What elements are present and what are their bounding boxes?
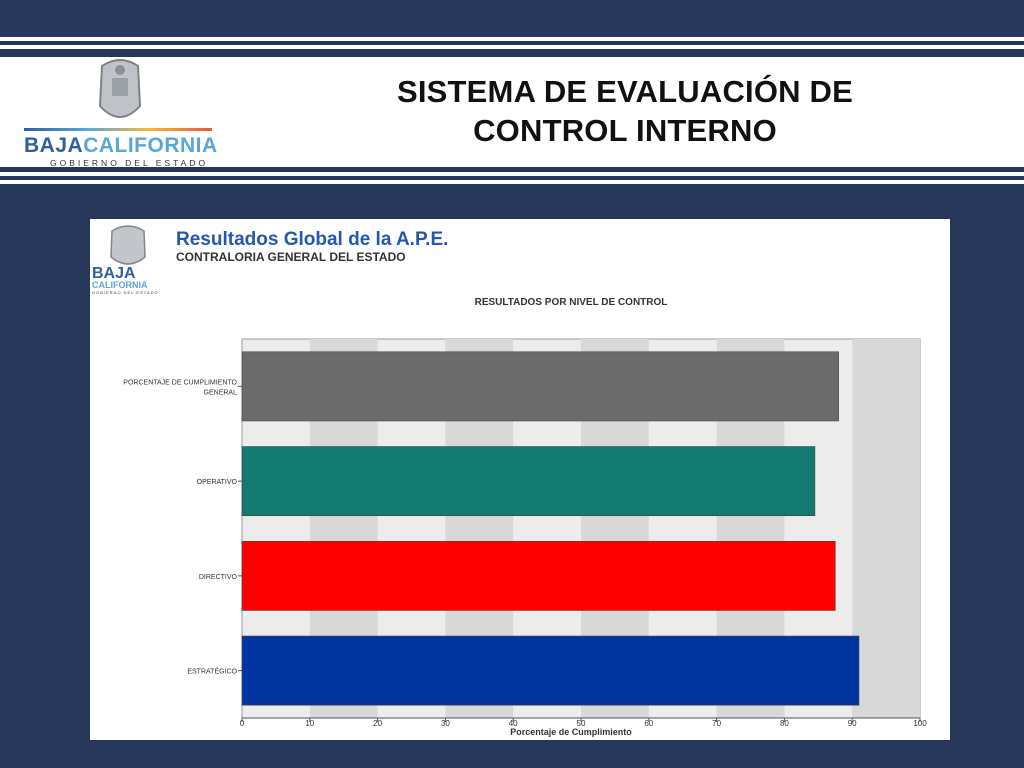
panel-logo-word2: CALIFORNIA [92,280,148,290]
panel-logo-word: BAJA [92,265,136,282]
header-stripe [0,180,1024,184]
category-label: PORCENTAJE DE CUMPLIMIENTO [123,379,237,387]
category-label: DIRECTIVO [198,573,237,581]
bar [242,352,839,421]
x-tick-label: 50 [576,719,586,728]
x-tick-label: 30 [440,719,450,728]
chart-panel [90,219,950,740]
x-tick-label: 0 [239,719,245,728]
header-stripe [0,37,1024,41]
x-axis-label: Porcentaje de Cumplimiento [510,727,632,737]
grid-band [852,339,920,718]
bar [242,447,815,516]
bar-chart [90,219,950,740]
x-tick-label: 10 [305,719,315,728]
page-title-line1: SISTEMA DE EVALUACIÓN DE [396,74,854,109]
page-title [300,72,950,150]
x-tick-label: 100 [913,719,927,728]
x-tick-label: 80 [779,719,789,728]
category-label: OPERATIVO [196,479,237,487]
x-tick-label: 60 [644,719,654,728]
panel-title: Resultados Global de la A.P.E. [176,229,449,250]
x-tick-label: 70 [712,719,722,728]
page-title-line2: CONTROL INTERNO [473,113,777,148]
header-stripe [0,45,1024,49]
logo-rule [24,128,212,131]
logo-subtitle: GOBIERNO DEL ESTADO [50,158,209,168]
bar [242,541,835,610]
category-label: GENERAL [203,389,237,397]
x-tick-label: 90 [847,719,857,728]
logo-wordmark: BAJACALIFORNIA [24,134,218,157]
chart-title: RESULTADOS POR NIVEL DE CONTROL [474,297,668,308]
baja-california-logo [24,56,218,171]
panel-logo-sub: GOBIERNO DEL ESTADO [92,290,159,295]
category-label: ESTRATÉGICO [187,668,237,676]
x-tick-label: 40 [508,719,518,728]
x-tick-label: 20 [373,719,383,728]
bar [242,636,859,705]
header-stripe [0,172,1024,176]
panel-subtitle: CONTRALORIA GENERAL DEL ESTADO [176,250,406,264]
coat-of-arms-icon [90,56,150,126]
